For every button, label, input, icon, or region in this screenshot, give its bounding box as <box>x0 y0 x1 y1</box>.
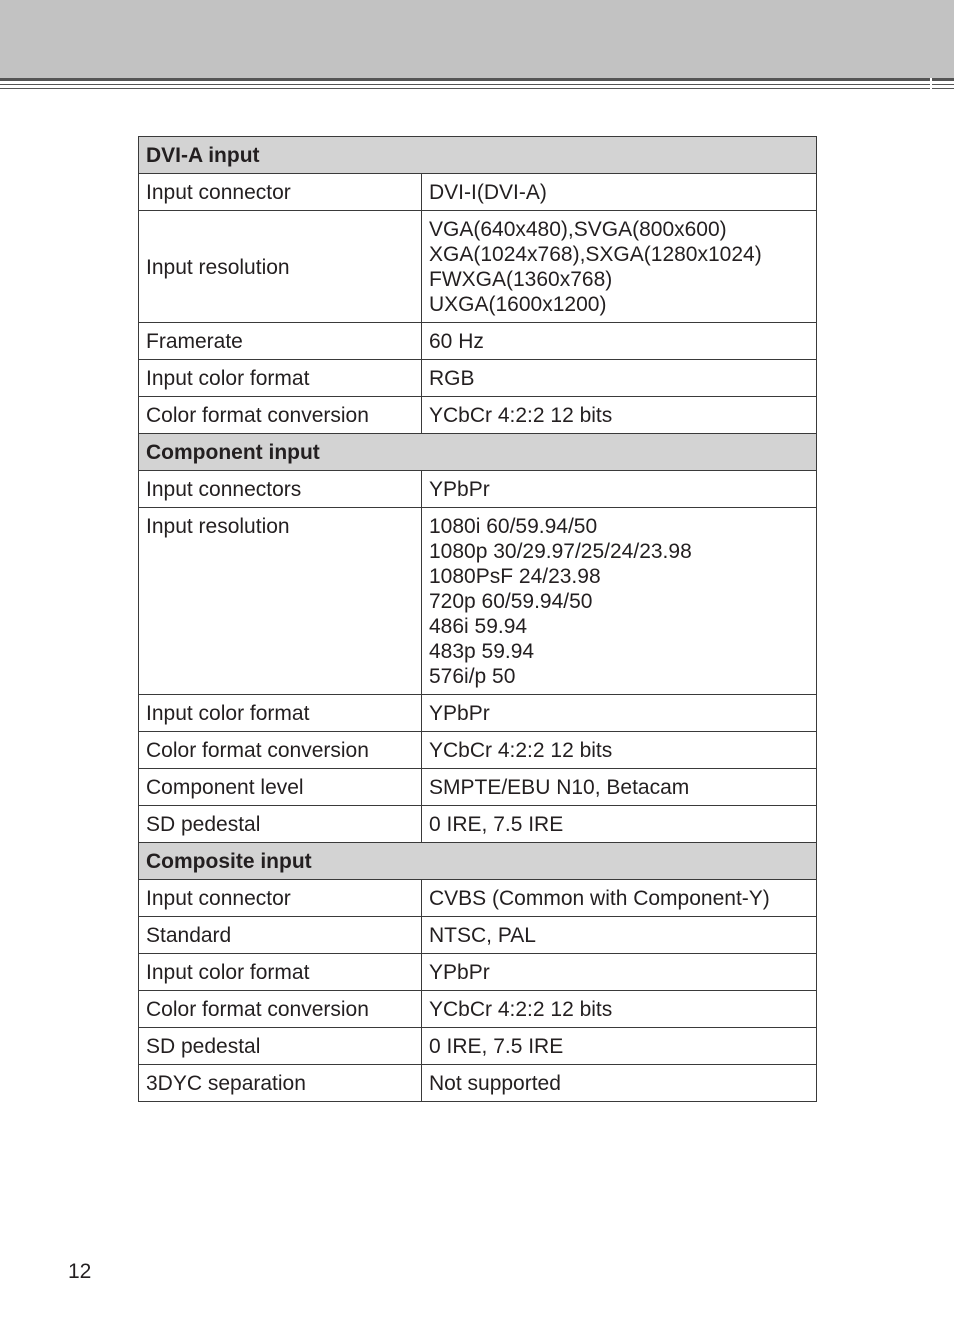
spec-row <box>139 211 817 323</box>
header-rule <box>0 78 954 81</box>
spec-value-line: Not supported <box>429 1072 561 1095</box>
specifications-table <box>138 136 817 1102</box>
spec-row <box>139 508 817 695</box>
section-header-row <box>139 137 817 174</box>
spec-row <box>139 806 817 843</box>
spec-value <box>422 954 817 991</box>
section-header-row <box>139 434 817 471</box>
page-number: 12 <box>68 1260 92 1283</box>
spec-value <box>422 880 817 917</box>
specifications-table-body <box>139 137 817 1102</box>
spec-label: Input resolution <box>139 508 422 695</box>
spec-row <box>139 991 817 1028</box>
spec-value <box>422 769 817 806</box>
spec-value-line: XGA(1024x768),SXGA(1280x1024) <box>429 243 762 266</box>
section-title: Component input <box>139 434 817 471</box>
spec-value <box>422 471 817 508</box>
spec-value-line: 483p 59.94 <box>429 640 535 663</box>
spec-value <box>422 174 817 211</box>
spec-label: Color format conversion <box>139 732 422 769</box>
spec-value-line: 486i 59.94 <box>429 615 528 638</box>
spec-value <box>422 695 817 732</box>
spec-row <box>139 695 817 732</box>
header-rule-notch <box>930 78 932 92</box>
spec-value <box>422 397 817 434</box>
spec-value-line: 1080p 30/29.97/25/24/23.98 <box>429 540 692 563</box>
spec-row <box>139 880 817 917</box>
spec-label: Input color format <box>139 954 422 991</box>
spec-value <box>422 1065 817 1102</box>
spec-value <box>422 917 817 954</box>
spec-value-line: 0 IRE, 7.5 IRE <box>429 813 564 836</box>
spec-value-line: RGB <box>429 367 475 390</box>
spec-value-line: YCbCr 4:2:2 12 bits <box>429 998 613 1021</box>
spec-row <box>139 1028 817 1065</box>
page-header-band <box>0 0 954 78</box>
spec-value <box>422 508 817 695</box>
spec-value-line: 0 IRE, 7.5 IRE <box>429 1035 564 1058</box>
spec-label: Input connector <box>139 174 422 211</box>
spec-value-line: NTSC, PAL <box>429 924 536 947</box>
spec-label: Standard <box>139 917 422 954</box>
spec-value <box>422 211 817 323</box>
spec-label: Input color format <box>139 360 422 397</box>
spec-row <box>139 954 817 991</box>
spec-value-line: YPbPr <box>429 478 490 501</box>
spec-label: SD pedestal <box>139 806 422 843</box>
section-title: DVI-A input <box>139 137 817 174</box>
spec-label: SD pedestal <box>139 1028 422 1065</box>
spec-value-line: 1080i 60/59.94/50 <box>429 515 598 538</box>
spec-value-line: YCbCr 4:2:2 12 bits <box>429 404 613 427</box>
spec-row <box>139 769 817 806</box>
spec-value-line: VGA(640x480),SVGA(800x600) <box>429 218 727 241</box>
spec-label: Input connectors <box>139 471 422 508</box>
spec-value-line: DVI-I(DVI-A) <box>429 181 547 204</box>
spec-value <box>422 991 817 1028</box>
spec-value-line: FWXGA(1360x768) <box>429 268 613 291</box>
section-title: Composite input <box>139 843 817 880</box>
spec-row <box>139 360 817 397</box>
spec-label: Component level <box>139 769 422 806</box>
spec-label: Color format conversion <box>139 397 422 434</box>
spec-row <box>139 397 817 434</box>
header-rule <box>0 84 954 85</box>
header-rule <box>0 88 954 89</box>
spec-label: Input connector <box>139 880 422 917</box>
spec-label: Color format conversion <box>139 991 422 1028</box>
spec-value <box>422 1028 817 1065</box>
spec-value-line: UXGA(1600x1200) <box>429 293 607 316</box>
spec-value <box>422 323 817 360</box>
spec-value-line: SMPTE/EBU N10, Betacam <box>429 776 690 799</box>
spec-row <box>139 732 817 769</box>
spec-value-line: YCbCr 4:2:2 12 bits <box>429 739 613 762</box>
spec-value <box>422 806 817 843</box>
spec-label: Input color format <box>139 695 422 732</box>
spec-row <box>139 323 817 360</box>
spec-value-line: 576i/p 50 <box>429 665 516 688</box>
spec-value-line: YPbPr <box>429 702 490 725</box>
spec-row <box>139 174 817 211</box>
spec-label: Input resolution <box>139 211 422 323</box>
spec-row <box>139 1065 817 1102</box>
spec-value-line: 60 Hz <box>429 330 484 353</box>
spec-value-line: 1080PsF 24/23.98 <box>429 565 601 588</box>
spec-value <box>422 732 817 769</box>
spec-label: 3DYC separation <box>139 1065 422 1102</box>
spec-value-line: 720p 60/59.94/50 <box>429 590 593 613</box>
spec-value-line: YPbPr <box>429 961 490 984</box>
spec-label: Framerate <box>139 323 422 360</box>
spec-value <box>422 360 817 397</box>
section-header-row <box>139 843 817 880</box>
spec-value-line: CVBS (Common with Component-Y) <box>429 887 770 910</box>
spec-row <box>139 471 817 508</box>
spec-row <box>139 917 817 954</box>
